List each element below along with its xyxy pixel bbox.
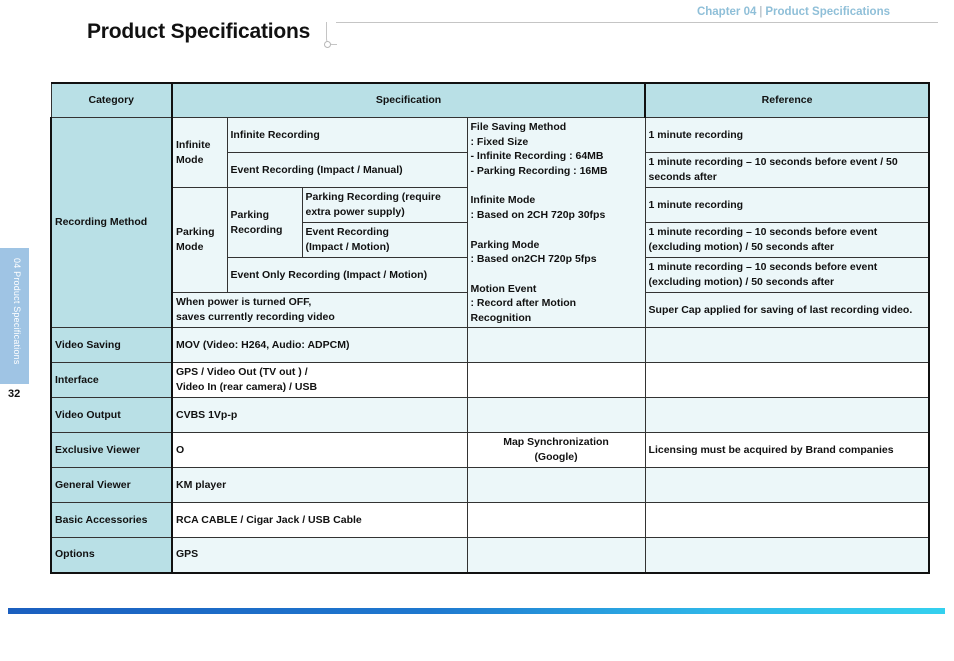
extra-general-viewer bbox=[467, 468, 645, 503]
reference-general-viewer bbox=[645, 468, 929, 503]
event-recording-cell: Event Recording (Impact / Manual) bbox=[227, 153, 467, 188]
spec-interface: GPS / Video Out (TV out ) / Video In (rear camera) / USB bbox=[172, 363, 467, 398]
header-category: Category bbox=[51, 83, 172, 118]
table-row bbox=[51, 503, 929, 538]
category-basic-accessories: Basic Accessories bbox=[51, 503, 172, 538]
parking-mode-label: Parking Mode bbox=[172, 188, 227, 293]
infinite-mode-label: Infinite Mode bbox=[172, 118, 227, 188]
table-row bbox=[51, 538, 929, 573]
header-specification: Specification bbox=[172, 83, 645, 118]
category-video-output: Video Output bbox=[51, 398, 172, 433]
page-title: Product Specifications bbox=[87, 20, 311, 43]
power-off-saving-cell: When power is turned OFF, saves currently recording video bbox=[172, 293, 467, 328]
spec-general-viewer: KM player bbox=[172, 468, 467, 503]
spec-video-output: CVBS 1Vp-p bbox=[172, 398, 467, 433]
spec-exclusive-viewer: O bbox=[172, 433, 467, 468]
reference-parking-event-recording: 1 minute recording – 10 seconds before event (excluding motion) / 50 seconds after bbox=[645, 223, 929, 258]
reference-video-saving bbox=[645, 328, 929, 363]
side-chapter-tab-label: 04 Product Specifications bbox=[12, 258, 22, 365]
reference-infinite-recording: 1 minute recording bbox=[645, 118, 929, 153]
title-rule-line bbox=[336, 22, 938, 23]
bottom-accent-bar bbox=[8, 608, 945, 614]
page-number: 32 bbox=[8, 388, 21, 400]
extra-basic-accessories bbox=[467, 503, 645, 538]
parking-event-recording-cell: Event Recording (Impact / Motion) bbox=[302, 223, 467, 258]
extra-options bbox=[467, 538, 645, 573]
category-options: Options bbox=[51, 538, 172, 573]
parking-recording-group-label: Parking Recording bbox=[227, 188, 302, 258]
reference-options bbox=[645, 538, 929, 573]
table-row bbox=[51, 468, 929, 503]
table-row bbox=[51, 328, 929, 363]
spec-video-saving: MOV (Video: H264, Audio: ADPCM) bbox=[172, 328, 467, 363]
title-rule-dot bbox=[324, 41, 331, 48]
spec-basic-accessories: RCA CABLE / Cigar Jack / USB Cable bbox=[172, 503, 467, 538]
event-only-recording-cell: Event Only Recording (Impact / Motion) bbox=[227, 258, 467, 293]
reference-video-output bbox=[645, 398, 929, 433]
table-row bbox=[51, 363, 929, 398]
reference-parking-recording: 1 minute recording bbox=[645, 188, 929, 223]
file-saving-method-cell: File Saving Method : Fixed Size - Infinite Recording : 64MB - Parking Recording : 16MB Infinite Mode : Based on 2CH 720p 30fps Parking Mode : Based on2CH 720p 5fps Motion Event : Record after Motion Recognition bbox=[467, 118, 645, 328]
spec-options: GPS bbox=[172, 538, 467, 573]
category-exclusive-viewer: Exclusive Viewer bbox=[51, 433, 172, 468]
chapter-separator: | bbox=[759, 6, 763, 18]
table-row bbox=[51, 433, 929, 468]
reference-interface bbox=[645, 363, 929, 398]
category-general-viewer: General Viewer bbox=[51, 468, 172, 503]
reference-basic-accessories bbox=[645, 503, 929, 538]
chapter-header bbox=[697, 6, 890, 18]
table-header-row bbox=[51, 83, 929, 118]
category-interface: Interface bbox=[51, 363, 172, 398]
reference-exclusive-viewer: Licensing must be acquired by Brand companies bbox=[645, 433, 929, 468]
table-row bbox=[51, 398, 929, 433]
table-row bbox=[51, 118, 929, 153]
extra-exclusive-viewer: Map Synchronization (Google) bbox=[467, 433, 645, 468]
reference-event-only-recording: 1 minute recording – 10 seconds before event (excluding motion) / 50 seconds after bbox=[645, 258, 929, 293]
extra-video-saving bbox=[467, 328, 645, 363]
parking-recording-cell: Parking Recording (require extra power supply) bbox=[302, 188, 467, 223]
reference-power-off-saving: Super Cap applied for saving of last recording video. bbox=[645, 293, 929, 328]
category-recording-method: Recording Method bbox=[51, 118, 172, 328]
infinite-recording-cell: Infinite Recording bbox=[227, 118, 467, 153]
category-video-saving: Video Saving bbox=[51, 328, 172, 363]
header-reference: Reference bbox=[645, 83, 929, 118]
extra-interface bbox=[467, 363, 645, 398]
extra-video-output bbox=[467, 398, 645, 433]
chapter-section-label: Product Specifications bbox=[765, 6, 890, 18]
specifications-table bbox=[50, 82, 930, 574]
chapter-label: Chapter 04 bbox=[696, 6, 757, 18]
reference-event-recording: 1 minute recording – 10 seconds before event / 50 seconds after bbox=[645, 153, 929, 188]
